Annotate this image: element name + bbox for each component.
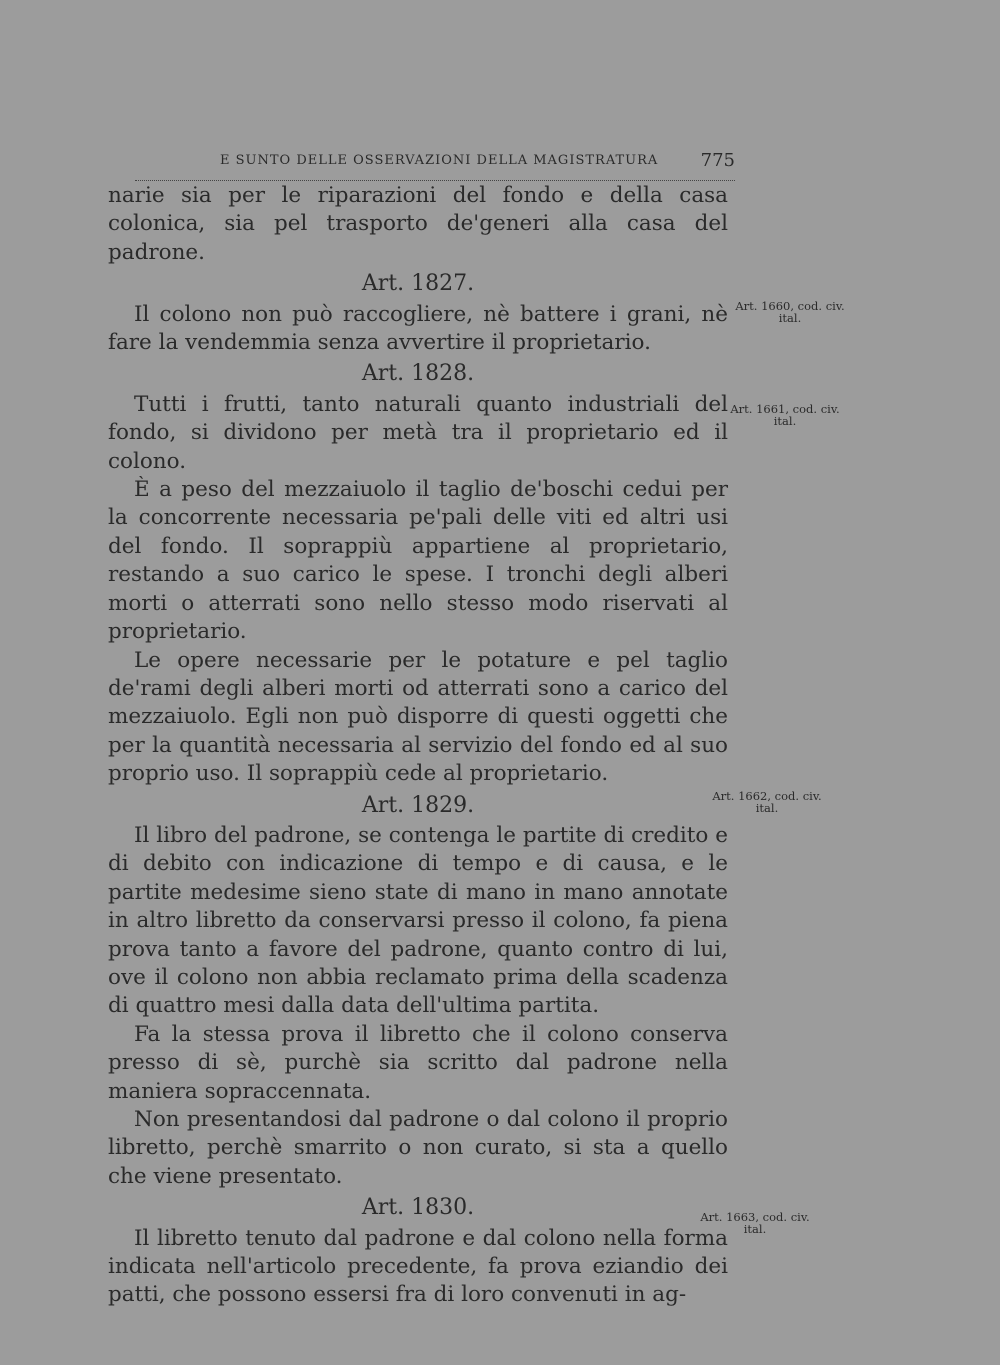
paragraph: Il libro del padrone, se contenga le partite di credito e di debito con indicazione di tempo e di causa, e le partite medesime sieno state di mano in mano annotate in altro libretto da conservarsi presso il colono, fa piena prova tanto a favore del padrone, quanto contro di lui, ove il colono non abbia reclamato prima della scadenza di quattro mesi dalla data dell'ultima partita. — [108, 822, 728, 1019]
paragraph: Il libretto tenuto dal padrone e dal colono nella forma indicata nell'articolo precedente, fa prova eziandio dei patti, che possono essersi fra di loro convenuti in ag- — [108, 1225, 728, 1308]
running-title: E SUNTO DELLE OSSERVAZIONI DELLA MAGISTRATURA — [220, 153, 659, 168]
body-text — [108, 182, 728, 1310]
paragraph: Non presentandosi dal padrone o dal colono il proprio libretto, perchè smarrito o non curato, si sta a quello che viene presentato. — [108, 1107, 728, 1189]
margin-note: Art. 1661, cod. civ. ital. — [730, 402, 840, 428]
paragraph: È a peso del mezzaiuolo il taglio de'boschi cedui per la concorrente necessaria pe'pali delle viti ed altri usi del fondo. Il soprappiù appartiene al proprietario, restando a suo carico le spese. I tronchi degli alberi morti o atterrati sono nello stesso modo riservati al proprietario. — [108, 477, 728, 645]
paragraph: Il colono non può raccogliere, nè battere i grani, nè fare la vendemmia senza avvertire il proprietario. — [108, 301, 728, 356]
paragraph: Le opere necessarie per le potature e pel taglio de'rami degli alberi morti od atterrati sono a carico del mezzaiuolo. Egli non può disporre di questi oggetti che per la quantità necessaria al servizio del fondo ed al suo proprio uso. Il soprappiù cede al proprietario. — [108, 647, 728, 787]
article-heading: Art. 1828. — [361, 361, 475, 387]
margin-note: Art. 1662, cod. civ. ital. — [712, 789, 822, 815]
margin-note: Art. 1660, cod. civ. ital. — [735, 299, 845, 325]
paragraph: Fa la stessa prova il libretto che il colono conserva presso di sè, purchè sia scritto dal padrone nella maniera sopraccennata. — [108, 1021, 728, 1104]
page-number: 775 — [700, 150, 735, 171]
margin-note: Art. 1663, cod. civ. ital. — [700, 1210, 810, 1236]
paragraph: Tutti i frutti, tanto naturali quanto industriali del fondo, si dividono per metà tra il proprietario ed il colono. — [108, 391, 728, 474]
article-heading: Art. 1827. — [361, 271, 475, 297]
page-header — [135, 150, 735, 181]
paragraph: narie sia per le riparazioni del fondo e della casa colonica, sia pel trasporto de'generi alla casa del padrone. — [108, 183, 728, 265]
article-heading: Art. 1830. — [361, 1195, 475, 1221]
article-heading: Art. 1829. — [361, 792, 475, 818]
